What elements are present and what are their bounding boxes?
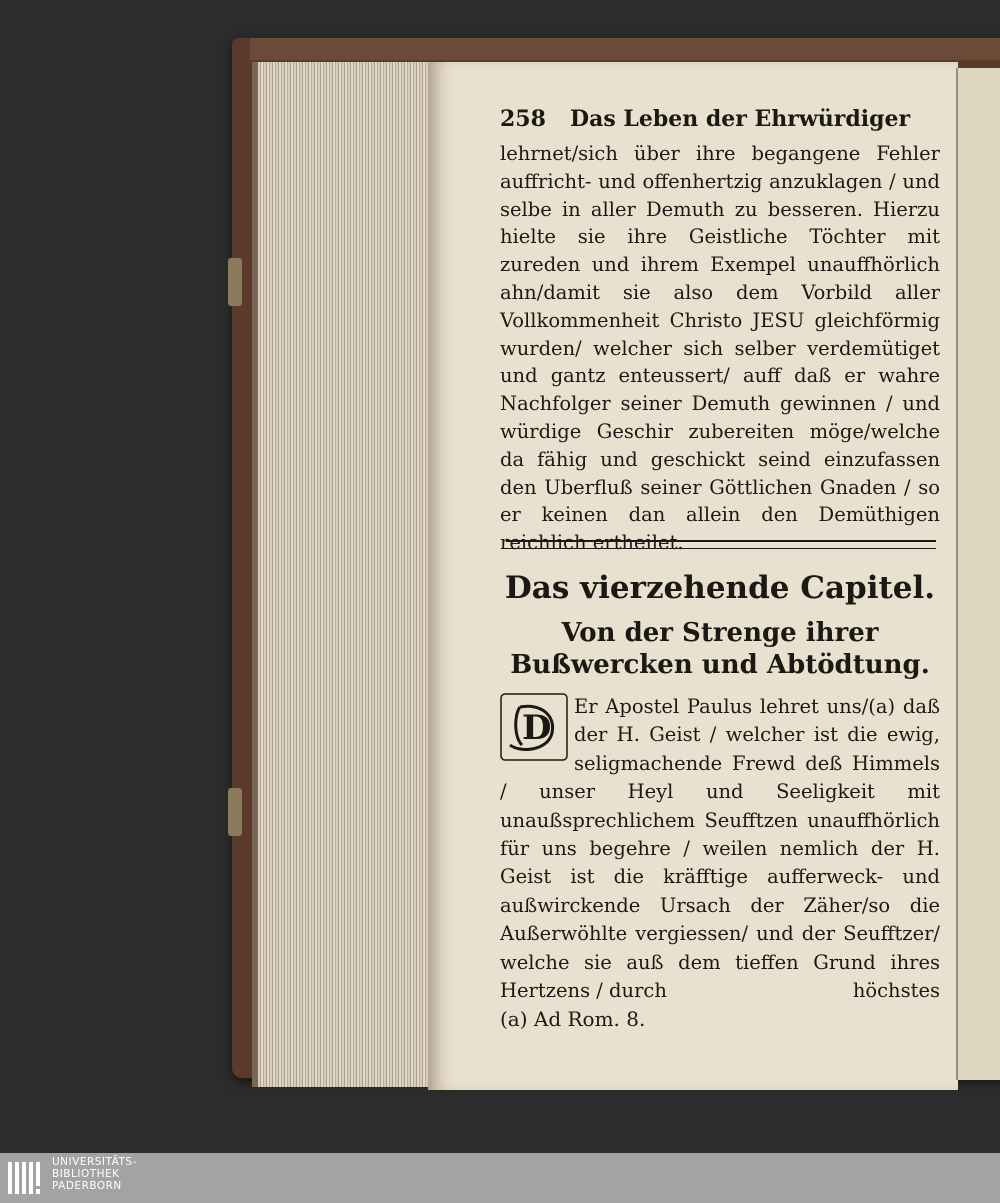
paragraph-1: lehrnet/sich über ihre begangene Fehler auffricht- und offenhertzig anzuklagen / und selbe in aller Demuth zu besseren. Hierzu hielte sie ihre Geistliche Töchter mit zureden und ihrem Exempel unauffhörlich ahn/damit sie also dem Vorbild aller Vollkommenheit Christo JESU gleichförmig wurden/ welcher sich selber verdemütiget und gantz enteussert/ auff daß er wahre Nachfolger seiner Demuth gewinnen / und würdige Geschir zubereiten möge/welche da fähig und geschickt seind einzufassen den Uberfluß seiner Göttlichen Gnaden / so er keinen dan allein den Demüthigen reichlich ertheilet.	[500, 142, 940, 555]
library-footer	[0, 1153, 1000, 1203]
library-name-line-2: BIBLIOTHEK	[52, 1168, 120, 1180]
library-logo-icon	[6, 1158, 46, 1198]
footnote: (a) Ad Rom. 8.	[500, 1007, 646, 1031]
chapter-subtitle: Von der Strenge ihrer Bußwercken und Abtödtung.	[510, 618, 930, 680]
page-number: 258	[500, 106, 546, 132]
clasp-upper	[228, 258, 242, 306]
initial-letter: D	[522, 708, 552, 748]
paragraph-2: Er Apostel Paulus lehret uns/(a) daß der H. Geist / welcher ist die ewig, seligmachende Frewd deß Himmels / unser Heyl und Seeligkeit mit unaußsprechlichem Seufftzen unauffhörlich für uns begehre / weilen nemlich der H. Geist ist die kräfftige aufferweck- und außwirckende Ursach der Zäher/so die Außerwöhlte vergiessen/ und der Seufftzer/ welche sie auß dem tieffen Grund ihres Hertzens / durch	[500, 695, 940, 1003]
page-edges	[258, 62, 428, 1087]
clasp-lower	[228, 788, 242, 836]
facing-page-edge	[956, 68, 1000, 1080]
catchword: höchstes	[852, 979, 940, 1002]
book-cover-top-edge	[250, 38, 1000, 60]
page-text	[500, 106, 940, 1031]
decorated-initial	[500, 693, 568, 761]
library-name	[52, 1156, 137, 1192]
chapter-title: Das vierzehende Capitel.	[504, 570, 936, 606]
page-header	[500, 106, 940, 140]
running-head: Das Leben der Ehrwürdiger	[570, 106, 911, 132]
library-name-line-3: PADERBORN	[52, 1180, 122, 1192]
library-name-line-1: UNIVERSITÄTS-	[52, 1156, 137, 1168]
